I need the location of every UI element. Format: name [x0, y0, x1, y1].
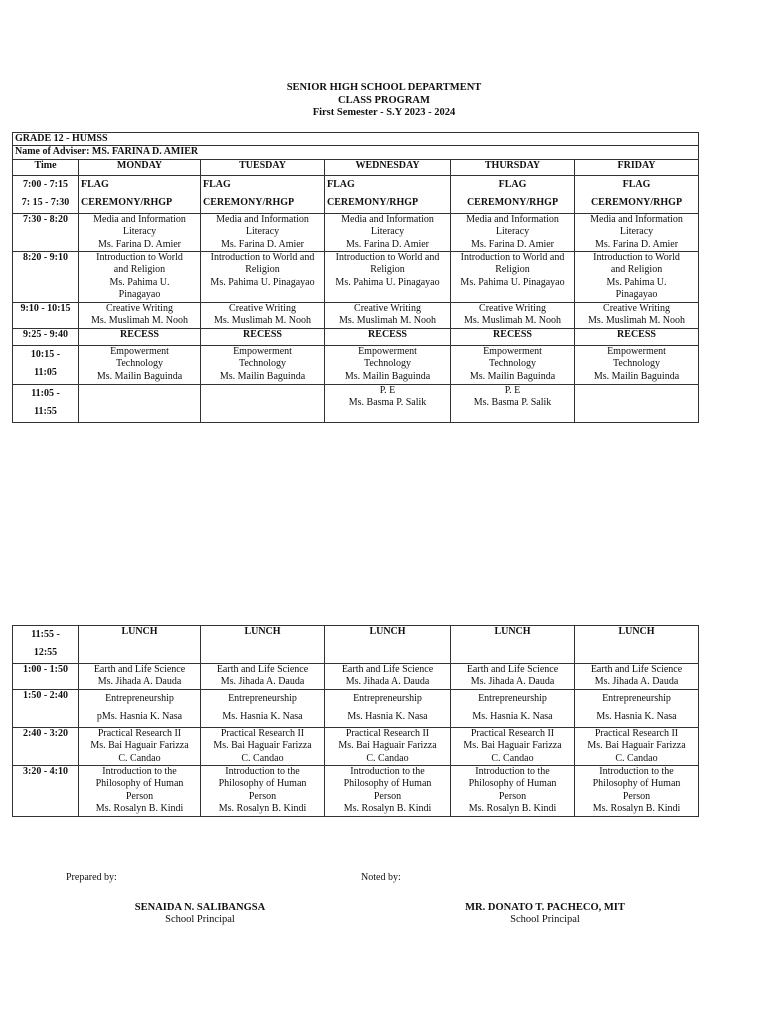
empty-cell — [79, 385, 201, 423]
flag-ceremony-cell: FLAG CEREMONY/RHGP — [79, 175, 201, 213]
table-row — [13, 626, 699, 664]
class-cell: Earth and Life Science Ms. Jihada A. Dauda — [451, 664, 575, 690]
class-cell: Practical Research II Ms. Bai Haguair Farizza C. Candao — [201, 727, 325, 765]
afternoon-schedule-table — [12, 625, 699, 817]
table-row — [13, 329, 699, 346]
lunch-cell: LUNCH — [451, 626, 575, 664]
class-cell: Entrepreneurship pMs. Hasnia K. Nasa — [79, 689, 201, 727]
table-row — [13, 213, 699, 251]
class-cell: Media and Information Literacy Ms. Farina D. Amier — [575, 213, 699, 251]
table-row — [13, 303, 699, 329]
class-cell: Practical Research II Ms. Bai Haguair Farizza C. Candao — [325, 727, 451, 765]
class-cell: Introduction to the Philosophy of Human Person Ms. Rosalyn B. Kindi — [451, 766, 575, 817]
flag-ceremony-cell: FLAG CEREMONY/RHGP — [575, 175, 699, 213]
class-cell: Earth and Life Science Ms. Jihada A. Dauda — [201, 664, 325, 690]
table-row — [13, 175, 699, 213]
class-cell: Entrepreneurship Ms. Hasnia K. Nasa — [201, 689, 325, 727]
class-cell: Introduction to the Philosophy of Human Person Ms. Rosalyn B. Kindi — [79, 766, 201, 817]
recess-cell: RECESS — [325, 329, 451, 346]
class-cell: Empowerment Technology Ms. Mailin Baguinda — [325, 346, 451, 385]
class-cell: Media and Information Literacy Ms. Farina D. Amier — [79, 213, 201, 251]
col-header-monday: MONDAY — [79, 159, 201, 175]
class-cell: Entrepreneurship Ms. Hasnia K. Nasa — [325, 689, 451, 727]
col-header-friday: FRIDAY — [575, 159, 699, 175]
noter-role: School Principal — [510, 914, 580, 925]
time-cell: 10:15 - 11:05 — [13, 346, 79, 385]
class-cell: Introduction to World and Religion Ms. Pahima U. Pinagayao — [79, 252, 201, 303]
time-cell: 1:00 - 1:50 — [13, 664, 79, 690]
time-cell: 3:20 - 4:10 — [13, 766, 79, 817]
time-cell: 11:55 - 12:55 — [13, 626, 79, 664]
column-header-row — [13, 159, 699, 175]
adviser-label: Name of Adviser: MS. FARINA D. AMIER — [13, 146, 699, 159]
class-cell: Introduction to World and Religion Ms. Pahima U. Pinagayao — [201, 252, 325, 303]
noter-name: MR. DONATO T. PACHECO, MIT — [465, 902, 625, 913]
time-cell: 2:40 - 3:20 — [13, 727, 79, 765]
class-cell: Empowerment Technology Ms. Mailin Baguinda — [575, 346, 699, 385]
lunch-cell: LUNCH — [325, 626, 451, 664]
lunch-cell: LUNCH — [575, 626, 699, 664]
class-cell: P. E Ms. Basma P. Salik — [325, 385, 451, 423]
semester-title: First Semester - S.Y 2023 - 2024 — [312, 107, 456, 118]
flag-ceremony-cell: FLAG CEREMONY/RHGP — [325, 175, 451, 213]
time-cell: 9:10 - 10:15 — [13, 303, 79, 329]
preparer-name: SENAIDA N. SALIBANGSA — [134, 902, 266, 913]
class-cell: Introduction to the Philosophy of Human Person Ms. Rosalyn B. Kindi — [201, 766, 325, 817]
class-cell: Earth and Life Science Ms. Jihada A. Dauda — [575, 664, 699, 690]
empty-cell — [575, 385, 699, 423]
class-cell: Media and Information Literacy Ms. Farina D. Amier — [201, 213, 325, 251]
class-cell: Earth and Life Science Ms. Jihada A. Dauda — [79, 664, 201, 690]
recess-cell: RECESS — [79, 329, 201, 346]
department-title: SENIOR HIGH SCHOOL DEPARTMENT — [286, 82, 482, 93]
preparer-role: School Principal — [165, 914, 235, 925]
recess-cell: RECESS — [201, 329, 325, 346]
document-header — [0, 82, 768, 120]
time-cell: 8:20 - 9:10 — [13, 252, 79, 303]
class-cell: Introduction to World and Religion Ms. Pahima U. Pinagayao — [451, 252, 575, 303]
col-header-time: Time — [13, 159, 79, 175]
class-cell: P. E Ms. Basma P. Salik — [451, 385, 575, 423]
class-cell: Introduction to World and Religion Ms. Pahima U. Pinagayao — [325, 252, 451, 303]
time-cell: 1:50 - 2:40 — [13, 689, 79, 727]
class-cell: Creative Writing Ms. Muslimah M. Nooh — [79, 303, 201, 329]
class-cell: Media and Information Literacy Ms. Farina D. Amier — [325, 213, 451, 251]
class-cell: Empowerment Technology Ms. Mailin Baguinda — [451, 346, 575, 385]
table-row — [13, 766, 699, 817]
noted-by-label: Noted by: — [361, 872, 401, 883]
class-cell: Introduction to the Philosophy of Human Person Ms. Rosalyn B. Kindi — [575, 766, 699, 817]
time-cell: 9:25 - 9:40 — [13, 329, 79, 346]
noter-signature-block — [430, 902, 660, 926]
lunch-cell: LUNCH — [79, 626, 201, 664]
recess-cell: RECESS — [451, 329, 575, 346]
class-cell: Introduction to the Philosophy of Human Person Ms. Rosalyn B. Kindi — [325, 766, 451, 817]
time-cell: 7:30 - 8:20 — [13, 213, 79, 251]
class-cell: Empowerment Technology Ms. Mailin Baguinda — [79, 346, 201, 385]
program-title: CLASS PROGRAM — [338, 94, 430, 106]
class-cell: Creative Writing Ms. Muslimah M. Nooh — [575, 303, 699, 329]
class-cell: Empowerment Technology Ms. Mailin Baguinda — [201, 346, 325, 385]
grade-label: GRADE 12 - HUMSS — [13, 133, 699, 146]
table-row — [13, 252, 699, 303]
time-cell: 7:00 - 7:15 7: 15 - 7:30 — [13, 175, 79, 213]
col-header-thursday: THURSDAY — [451, 159, 575, 175]
table-row — [13, 385, 699, 423]
lunch-cell: LUNCH — [201, 626, 325, 664]
class-cell: Practical Research II Ms. Bai Haguair Farizza C. Candao — [451, 727, 575, 765]
preparer-signature-block — [100, 902, 300, 926]
class-cell: Entrepreneurship Ms. Hasnia K. Nasa — [575, 689, 699, 727]
col-header-wednesday: WEDNESDAY — [325, 159, 451, 175]
flag-ceremony-cell: FLAG CEREMONY/RHGP — [201, 175, 325, 213]
time-cell: 11:05 - 11:55 — [13, 385, 79, 423]
empty-cell — [201, 385, 325, 423]
morning-schedule-table — [12, 132, 699, 423]
class-cell: Introduction to World and Religion Ms. Pahima U. Pinagayao — [575, 252, 699, 303]
table-row — [13, 664, 699, 690]
class-cell: Creative Writing Ms. Muslimah M. Nooh — [325, 303, 451, 329]
table-row — [13, 346, 699, 385]
col-header-tuesday: TUESDAY — [201, 159, 325, 175]
flag-ceremony-cell: FLAG CEREMONY/RHGP — [451, 175, 575, 213]
class-cell: Creative Writing Ms. Muslimah M. Nooh — [201, 303, 325, 329]
class-cell: Practical Research II Ms. Bai Haguair Farizza C. Candao — [575, 727, 699, 765]
recess-cell: RECESS — [575, 329, 699, 346]
class-cell: Creative Writing Ms. Muslimah M. Nooh — [451, 303, 575, 329]
table-row — [13, 689, 699, 727]
table-row — [13, 727, 699, 765]
prepared-by-label: Prepared by: — [66, 872, 117, 883]
class-cell: Earth and Life Science Ms. Jihada A. Dauda — [325, 664, 451, 690]
class-cell: Entrepreneurship Ms. Hasnia K. Nasa — [451, 689, 575, 727]
class-cell: Practical Research II Ms. Bai Haguair Farizza C. Candao — [79, 727, 201, 765]
class-cell: Media and Information Literacy Ms. Farina D. Amier — [451, 213, 575, 251]
